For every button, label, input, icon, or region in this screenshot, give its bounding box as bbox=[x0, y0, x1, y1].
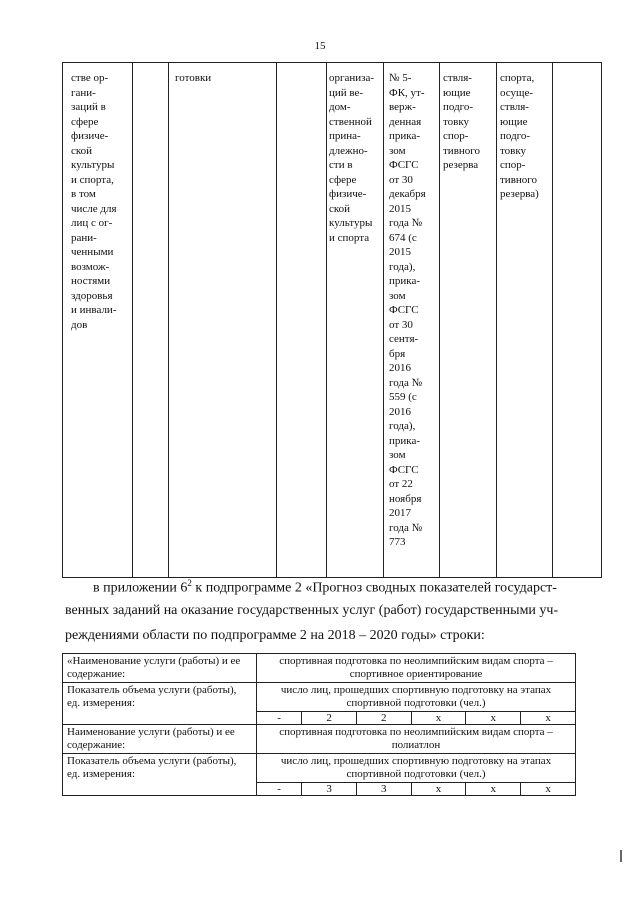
indicator-value-2: число лиц, прошедших спортивную подготовку на этапах спортивной подготовки (чел.) bbox=[257, 754, 576, 783]
cell-preparation-text: готовки bbox=[175, 72, 212, 84]
continuation-table bbox=[62, 62, 602, 578]
value-cell: x bbox=[466, 783, 521, 796]
cell-form-orders-text: № 5- ФК, ут- верж- денная прика- зом ФСГС от 30 декабря 2015 года № 674 (с 2015 года), прика- зом ФСГС от 30 сентя- бря 2016 года № 559 (с 2016 года), прика- зом ФСГС от 22 ноября 2017 года № 773 bbox=[389, 72, 426, 548]
value-cell: x bbox=[411, 712, 466, 725]
paragraph-line-2: венных заданий на оказание государственных услуг (работ) государственными уч- bbox=[65, 603, 559, 618]
indicator-value-1: число лиц, прошедших спортивную подготовку на этапах спортивной подготовки (чел.) bbox=[257, 683, 576, 712]
indicators-table bbox=[62, 653, 576, 796]
service-value-1: спортивная подготовка по неолимпийским видам спорта – спортивное ориентирование bbox=[257, 654, 576, 683]
cell-organizations-text: стве ор- гани- заций в сфере физиче- ской культуры и спорта, в том числе для лиц с ог- рани- ченными возмож- ностями здоровья и инвали- дов bbox=[71, 72, 117, 331]
page-number: 15 bbox=[314, 40, 326, 52]
table-column-3 bbox=[169, 63, 277, 577]
indicator-label-1: Показатель объема услуги (работы), ед. измерения: bbox=[63, 683, 257, 725]
service-label-1: «Наименование услуги (работы) и ее содержание: bbox=[63, 654, 257, 683]
value-cell: 3 bbox=[356, 783, 411, 796]
paragraph-line-3: реждениями области по подпрограмме 2 на 2018 – 2020 годы» строки: bbox=[65, 628, 485, 643]
value-cell: 3 bbox=[302, 783, 357, 796]
value-cell: x bbox=[521, 712, 576, 725]
cell-reserve-text: ствля- ющие подго- товку спор- тивного резерва bbox=[443, 72, 481, 171]
value-cell: x bbox=[521, 783, 576, 796]
service-value-2: спортивная подготовка по неолимпийским видам спорта – полиатлон bbox=[257, 725, 576, 754]
table-column-4 bbox=[277, 63, 327, 577]
table-column-2 bbox=[133, 63, 169, 577]
indicator-label-2: Показатель объема услуги (работы), ед. измерения: bbox=[63, 754, 257, 796]
scan-mark bbox=[620, 850, 622, 862]
value-cell: x bbox=[411, 783, 466, 796]
cell-sport-reserve-text: спорта, осуще- ствля- ющие подго- товку спор- тивного резерва) bbox=[500, 72, 539, 200]
value-cell: 2 bbox=[356, 712, 411, 725]
paragraph-line-1: в приложении $6^2$ к подпрограмме 2 «Прогноз сводных показателей государст- bbox=[93, 578, 557, 596]
value-cell: - bbox=[257, 712, 302, 725]
value-cell: - bbox=[257, 783, 302, 796]
value-cell: x bbox=[466, 712, 521, 725]
cell-departmental-text: организа- ций ве- дом- ственной прина- длежно- сти в сфере физиче- ской культуры и спорта bbox=[329, 72, 375, 244]
value-cell: 2 bbox=[302, 712, 357, 725]
service-label-2: Наименование услуги (работы) и ее содержание: bbox=[63, 725, 257, 754]
